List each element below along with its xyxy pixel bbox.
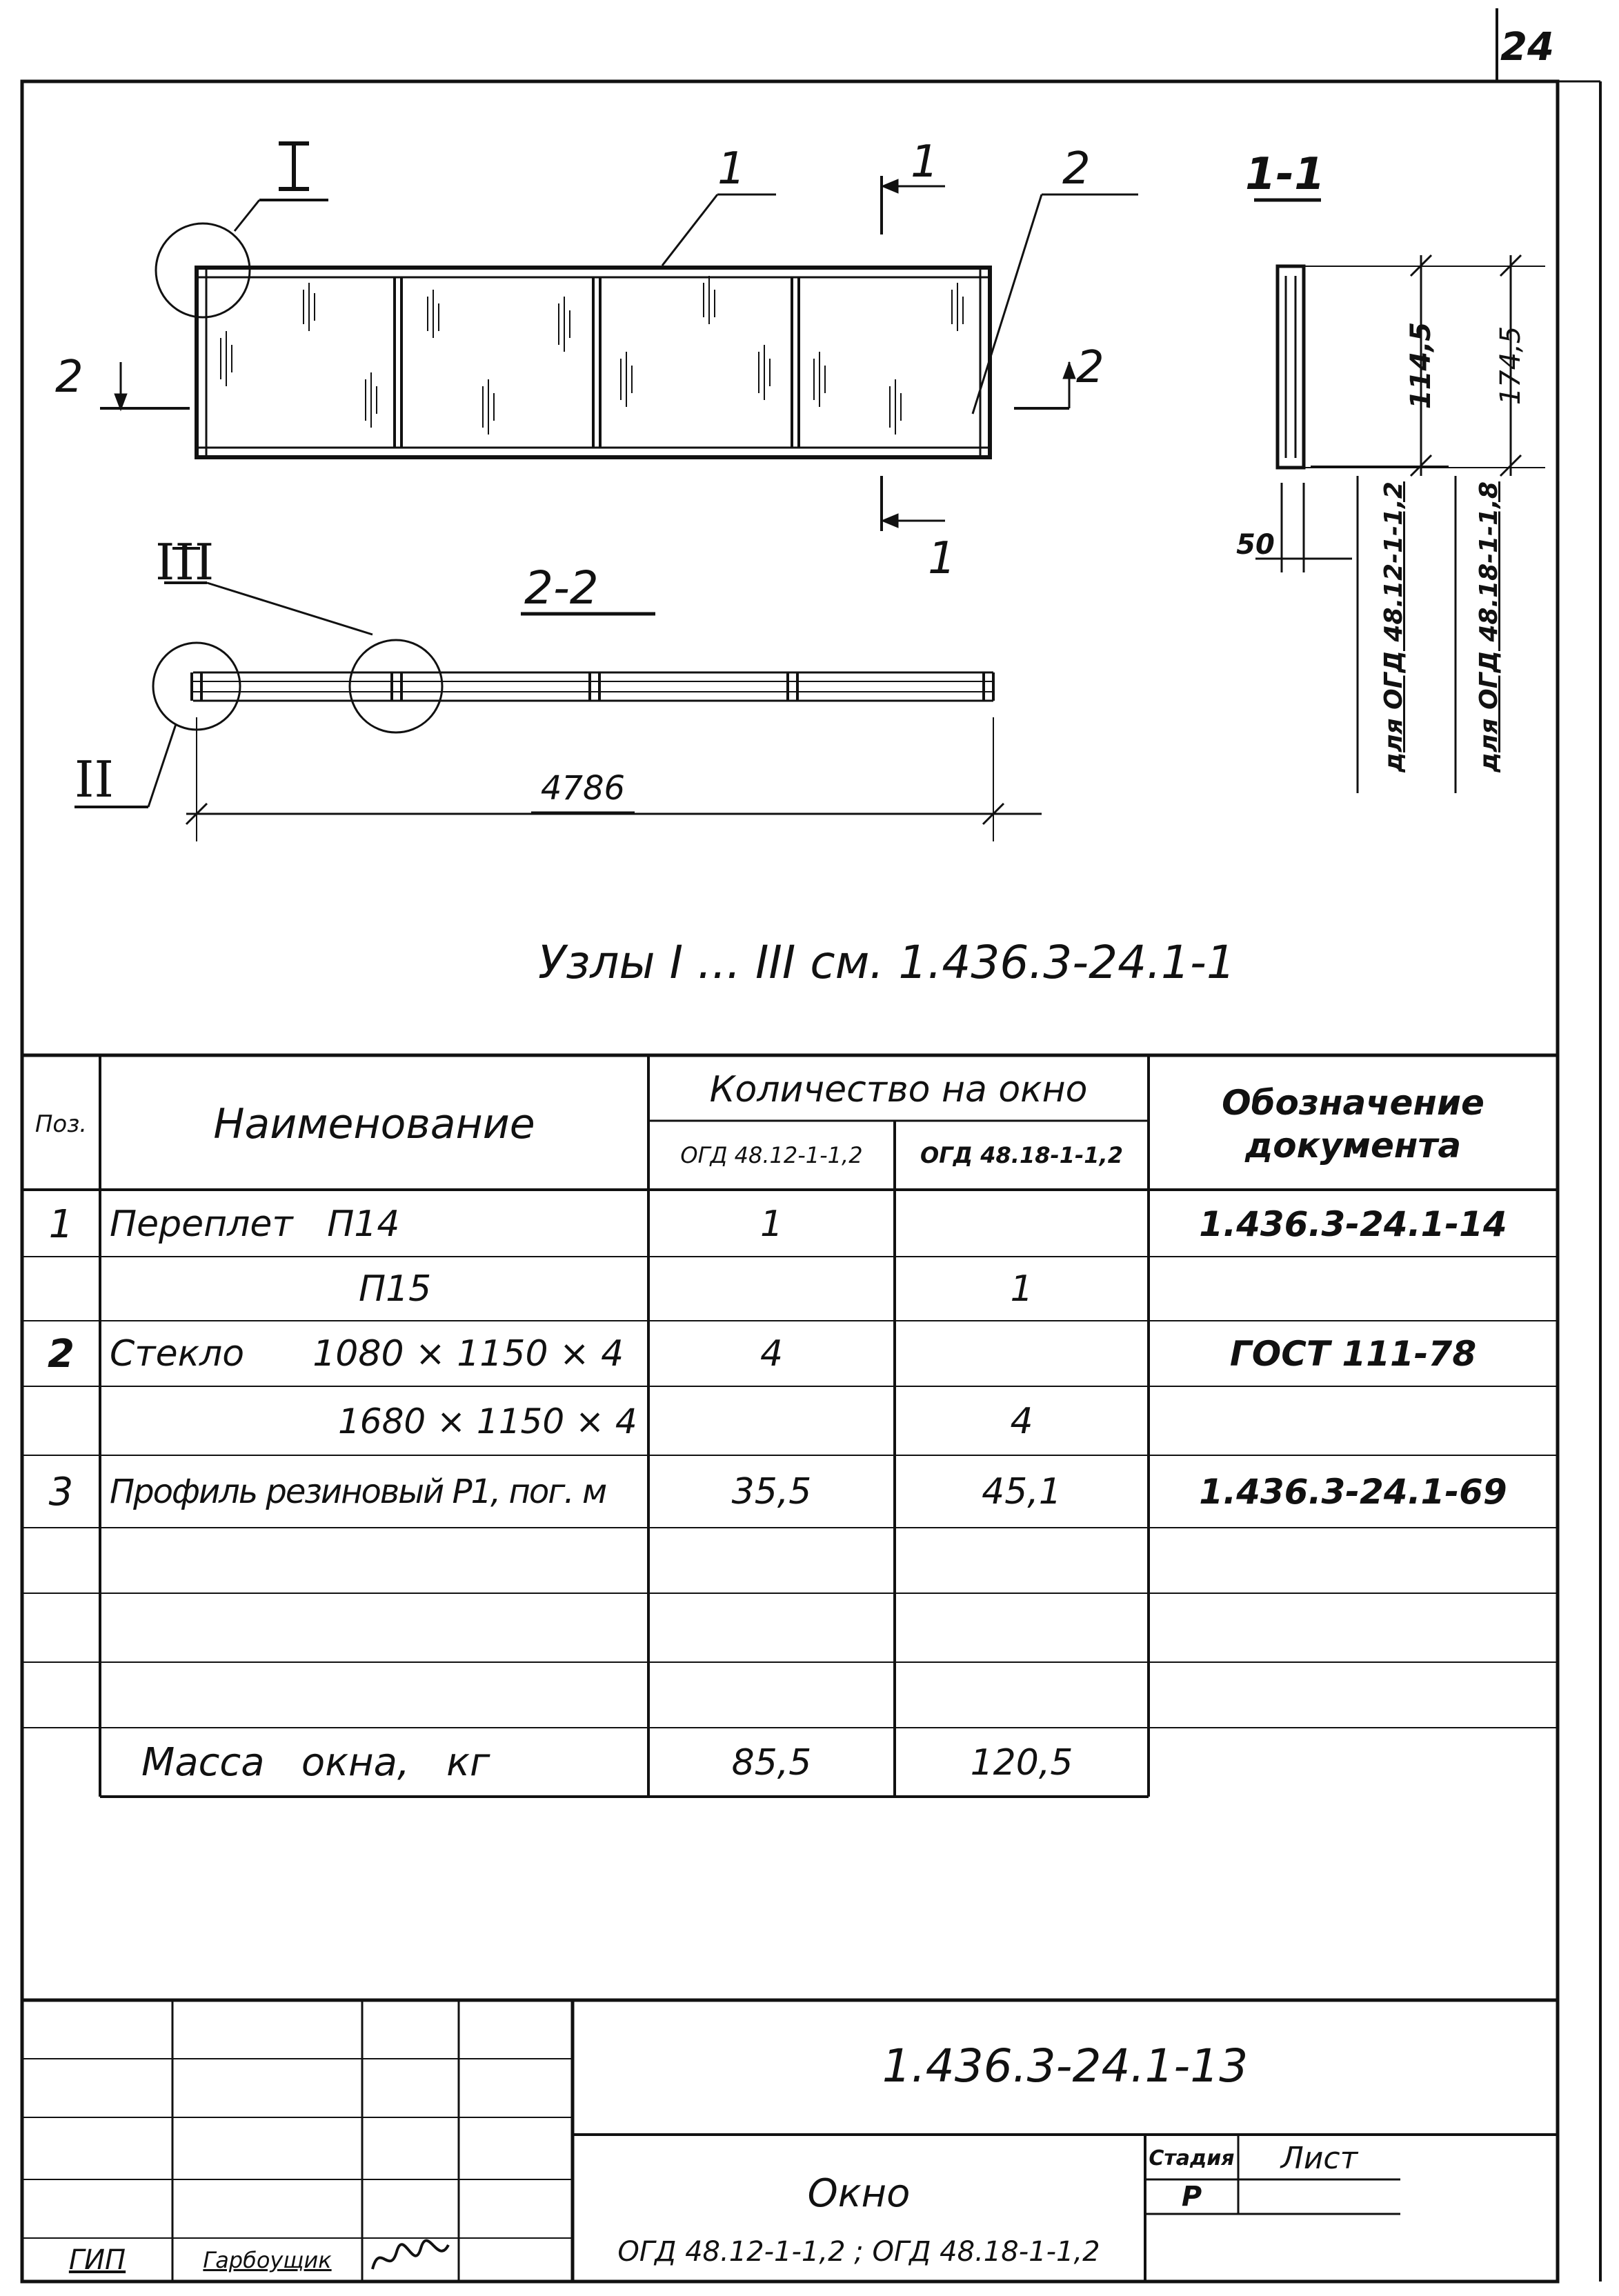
row-5-qty-a: 35,5 bbox=[731, 1471, 812, 1513]
row-1-name: Переплет П14 bbox=[110, 1204, 400, 1245]
position-label-2: 2 bbox=[1062, 143, 1091, 194]
sheet-label: Лист bbox=[1280, 2140, 1358, 2176]
header-name: Наименование bbox=[213, 1100, 535, 1148]
row-5-doc: 1.436.3-24.1-69 bbox=[1199, 1472, 1507, 1512]
row-2-name: П15 bbox=[359, 1268, 432, 1310]
position-label-1: 1 bbox=[717, 143, 746, 194]
row-2-qty-b: 1 bbox=[1010, 1268, 1033, 1310]
window-elevation bbox=[100, 143, 1138, 531]
row-3-doc: ГОСТ 111-78 bbox=[1229, 1334, 1477, 1374]
header-qty-group: Количество на окно bbox=[709, 1069, 1088, 1110]
row-4-qty-b: 4 bbox=[1010, 1400, 1033, 1442]
dimension-174: 174,5 bbox=[1495, 326, 1527, 406]
node-label-2: II bbox=[75, 750, 114, 808]
header-pos: Поз. bbox=[34, 1110, 88, 1138]
row-5-name: Профиль резиновый Р1, пог. м bbox=[110, 1473, 606, 1511]
stage-label: Стадия bbox=[1149, 2146, 1235, 2170]
mass-row-name: Масса окна, кг bbox=[141, 1740, 490, 1785]
note-variant-2: для ОГД 48.18-1-1,8 bbox=[1474, 481, 1503, 772]
row-1-doc: 1.436.3-24.1-14 bbox=[1199, 1204, 1507, 1244]
section-mark-1-top: 1 bbox=[911, 137, 939, 188]
section-title-2-2: 2-2 bbox=[524, 561, 599, 615]
mass-row-qty-a: 85,5 bbox=[731, 1741, 812, 1784]
document-code: 1.436.3-24.1-13 bbox=[882, 2039, 1249, 2093]
document-subtitle: ОГД 48.12-1-1,2 ; ОГД 48.18-1-1,2 bbox=[617, 2236, 1100, 2268]
section-mark-1-bottom: 1 bbox=[928, 533, 956, 584]
row-5-qty-b: 45,1 bbox=[982, 1471, 1062, 1513]
row-1-qty-b bbox=[895, 1193, 1149, 1255]
mass-row-qty-b: 120,5 bbox=[970, 1741, 1073, 1784]
row-3-qty-a: 4 bbox=[759, 1333, 784, 1375]
name-gip: Гарбоущик bbox=[203, 2247, 332, 2273]
section-title-1-1: 1-1 bbox=[1245, 148, 1325, 200]
note-variant-1: для ОГД 48.12-1-1,2 bbox=[1379, 481, 1408, 772]
stage-value: Р bbox=[1181, 2181, 1202, 2213]
header-qty-b: ОГД 48.18-1-1,2 bbox=[920, 1142, 1123, 1168]
dimension-length: 4786 bbox=[540, 769, 626, 808]
nodes-reference-note: Узлы I ... III см. 1.436.3-24.1-1 bbox=[538, 935, 1235, 989]
dimension-50: 50 bbox=[1236, 529, 1275, 561]
header-doc: Обозначение документа bbox=[1222, 1082, 1484, 1166]
sheet-number: 24 bbox=[1500, 24, 1554, 70]
row-1-qty-a: 1 bbox=[759, 1204, 784, 1245]
section-mark-2-right: 2 bbox=[1076, 342, 1104, 393]
dimension-114: 114,5 bbox=[1405, 321, 1437, 410]
row-3-pos: 2 bbox=[48, 1331, 75, 1377]
signature-scribble bbox=[366, 2235, 455, 2279]
node-label-1 bbox=[278, 135, 310, 196]
section-mark-2-left: 2 bbox=[55, 352, 83, 403]
row-4-name: 1680 × 1150 × 4 bbox=[338, 1401, 637, 1441]
row-5-pos: 3 bbox=[48, 1469, 74, 1515]
node-label-3: III bbox=[155, 533, 215, 591]
row-3-name: Стекло 1080 × 1150 × 4 bbox=[110, 1333, 624, 1375]
row-1-pos: 1 bbox=[48, 1201, 74, 1247]
header-qty-a: ОГД 48.12-1-1,2 bbox=[680, 1142, 863, 1168]
role-gip: ГИП bbox=[68, 2244, 126, 2276]
document-title: Окно bbox=[807, 2170, 911, 2216]
